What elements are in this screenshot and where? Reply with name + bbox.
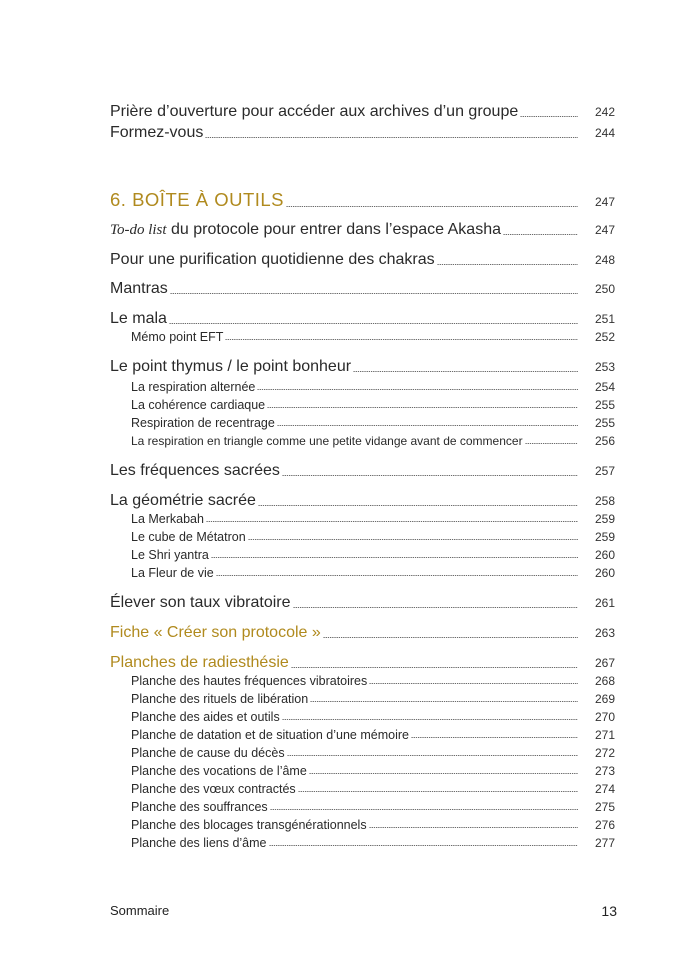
toc-subentry-title: Planche des vœux contractés <box>131 782 296 796</box>
dot-leader <box>267 407 578 408</box>
dot-leader <box>286 206 578 207</box>
toc-entry-title: Formez-vous <box>110 124 204 141</box>
toc-subentry-title: La Merkabah <box>131 512 204 526</box>
toc-subentry-title: Planche de cause du décès <box>131 746 285 760</box>
toc-subentry[interactable] <box>110 818 615 832</box>
toc-subentry[interactable] <box>110 380 615 394</box>
toc-subentry[interactable] <box>110 728 615 742</box>
dot-leader <box>205 137 578 138</box>
toc-subentry[interactable] <box>110 692 615 706</box>
toc-entry-page: 257 <box>594 464 615 478</box>
dot-leader <box>291 667 578 668</box>
toc-entry-title: Planches de radiesthésie <box>110 654 289 671</box>
dot-leader <box>520 116 578 117</box>
toc-subentry-title: Respiration de recentrage <box>131 416 275 430</box>
toc-subentry-title: Planche des rituels de libération <box>131 692 309 706</box>
toc-entry-title: Les fréquences sacrées <box>110 462 280 479</box>
toc-entry-highlight[interactable] <box>110 654 615 672</box>
toc-subentry-title: Planche de datation et de situation d’une mémoire <box>131 728 409 742</box>
toc-subentry-title: Le Shri yantra <box>131 548 209 562</box>
dot-leader <box>437 264 578 265</box>
toc-subentry[interactable] <box>110 330 615 344</box>
toc-entry[interactable] <box>110 251 615 269</box>
toc-entry-page: 276 <box>594 818 615 832</box>
toc-subentry-title: Planche des aides et outils <box>131 710 280 724</box>
dot-leader <box>282 719 578 720</box>
toc-entry-page: 275 <box>594 800 615 814</box>
toc-entry-title: Le mala <box>110 310 167 327</box>
toc-entry-page: 250 <box>594 282 615 296</box>
toc-subentry[interactable] <box>110 800 615 814</box>
toc-entry-page: 256 <box>594 434 615 448</box>
toc-subentry-title: La Fleur de vie <box>131 566 214 580</box>
toc-subentry[interactable] <box>110 512 615 526</box>
toc-subentry-title: Planche des hautes fréquences vibratoires <box>131 674 368 688</box>
toc-entry-page: 267 <box>594 656 615 670</box>
dot-leader <box>323 637 578 638</box>
toc-entry-page: 248 <box>594 253 615 267</box>
toc-subentry-title: Mémo point EFT <box>131 330 224 344</box>
dot-leader <box>258 505 578 506</box>
toc-entry[interactable] <box>110 221 615 239</box>
toc-entry-page: 255 <box>594 398 615 412</box>
toc-subentry[interactable] <box>110 566 615 580</box>
toc-entry[interactable] <box>110 492 615 510</box>
toc-entry-page: 273 <box>594 764 615 778</box>
toc-subentry[interactable] <box>110 530 615 544</box>
toc-entry-page: 259 <box>594 530 615 544</box>
dot-leader <box>169 323 578 324</box>
dot-leader <box>269 845 579 846</box>
toc-entry-page: 277 <box>594 836 615 850</box>
toc-subentry[interactable] <box>110 416 615 430</box>
dot-leader <box>211 557 578 558</box>
toc-subentry-title: Planche des blocages transgénérationnels <box>131 818 367 832</box>
toc-entry-page: 251 <box>594 312 615 326</box>
dot-leader <box>369 827 578 828</box>
toc-entry-page: 253 <box>594 360 615 374</box>
toc-entry-page: 247 <box>594 223 615 237</box>
dot-leader <box>503 234 578 235</box>
toc-subentry[interactable] <box>110 548 615 562</box>
dot-leader <box>369 683 578 684</box>
toc-entry-page: 259 <box>594 512 615 526</box>
toc-entry-title: Fiche « Créer son protocole » <box>110 624 321 641</box>
toc-entry-page: 255 <box>594 416 615 430</box>
toc-subentry[interactable] <box>110 764 615 778</box>
toc-subentry[interactable] <box>110 782 615 796</box>
toc-entry[interactable] <box>110 358 615 376</box>
toc-entry[interactable] <box>110 103 615 121</box>
toc-entry[interactable] <box>110 462 615 480</box>
toc-entry-page: 261 <box>594 596 615 610</box>
toc-subentry-title: La respiration alternée <box>131 380 256 394</box>
dot-leader <box>216 575 578 576</box>
toc-entry-title-italic: To-do list <box>110 222 167 238</box>
toc-subentry-title: Planche des vocations de l’âme <box>131 764 307 778</box>
toc-entry-page: 252 <box>594 330 615 344</box>
dot-leader <box>206 521 578 522</box>
toc-entry-page: 270 <box>594 710 615 724</box>
toc-entry-page: 274 <box>594 782 615 796</box>
toc-subentry[interactable] <box>110 710 615 724</box>
toc-entry-page: 242 <box>594 105 615 119</box>
toc-entry-page: 271 <box>594 728 615 742</box>
toc-entry-page: 260 <box>594 566 615 580</box>
toc-entry-title: Mantras <box>110 280 168 297</box>
toc-entry-title: Prière d’ouverture pour accéder aux archives d’un groupe <box>110 103 519 120</box>
toc-chapter-heading[interactable] <box>110 189 615 211</box>
toc-entry-page: 260 <box>594 548 615 562</box>
toc-entry-page: 263 <box>594 626 615 640</box>
toc-entry-page: 272 <box>594 746 615 760</box>
dot-leader <box>277 425 578 426</box>
dot-leader <box>270 809 578 810</box>
dot-leader <box>525 443 578 444</box>
dot-leader <box>309 773 578 774</box>
dot-leader <box>298 791 578 792</box>
toc-entry-highlight[interactable] <box>110 624 615 642</box>
toc-subentry[interactable] <box>110 746 615 760</box>
toc-entry[interactable] <box>110 594 615 612</box>
footer-page-number: 13 <box>601 903 617 919</box>
toc-entry-title: Élever son taux vibratoire <box>110 594 291 611</box>
toc-entry[interactable] <box>110 280 615 298</box>
dot-leader <box>353 371 578 372</box>
dot-leader <box>282 475 578 476</box>
toc-subentry-title: La cohérence cardiaque <box>131 398 266 412</box>
toc-entry[interactable] <box>110 310 615 328</box>
footer-section-label: Sommaire <box>110 903 170 918</box>
toc-entry-title-rest: du protocole pour entrer dans l’espace Akasha <box>166 221 501 238</box>
toc-subentry-title: Planche des souffrances <box>131 800 268 814</box>
toc-entry-title: Pour une purification quotidienne des chakras <box>110 251 435 268</box>
toc-subentry[interactable] <box>110 674 615 688</box>
toc-entry-page: 244 <box>594 126 615 140</box>
toc-subentry-title: Le cube de Métatron <box>131 530 246 544</box>
toc-entry-page: 268 <box>594 674 615 688</box>
toc-entry-page: 247 <box>594 195 615 209</box>
toc-subentry[interactable] <box>110 434 615 448</box>
toc-subentry-title: Planche des liens d’âme <box>131 836 267 850</box>
toc-subentry-title: La respiration en triangle comme une petite vidange avant de commencer <box>131 434 523 448</box>
toc-subentry[interactable] <box>110 398 615 412</box>
dot-leader <box>411 737 578 738</box>
dot-leader <box>170 293 578 294</box>
dot-leader <box>310 701 578 702</box>
toc-entry-page: 254 <box>594 380 615 394</box>
dot-leader <box>257 389 578 390</box>
toc-entry[interactable] <box>110 124 615 142</box>
dot-leader <box>225 339 578 340</box>
chapter-title: 6. BOÎTE À OUTILS <box>110 189 285 210</box>
toc-entry-page: 258 <box>594 494 615 508</box>
dot-leader <box>293 607 578 608</box>
dot-leader <box>248 539 578 540</box>
toc-entry-title: Le point thymus / le point bonheur <box>110 358 352 375</box>
toc-entry-title <box>110 221 501 239</box>
toc-entry-title: La géométrie sacrée <box>110 492 256 509</box>
toc-entry-page: 269 <box>594 692 615 706</box>
dot-leader <box>287 755 578 756</box>
toc-subentry[interactable] <box>110 836 615 850</box>
